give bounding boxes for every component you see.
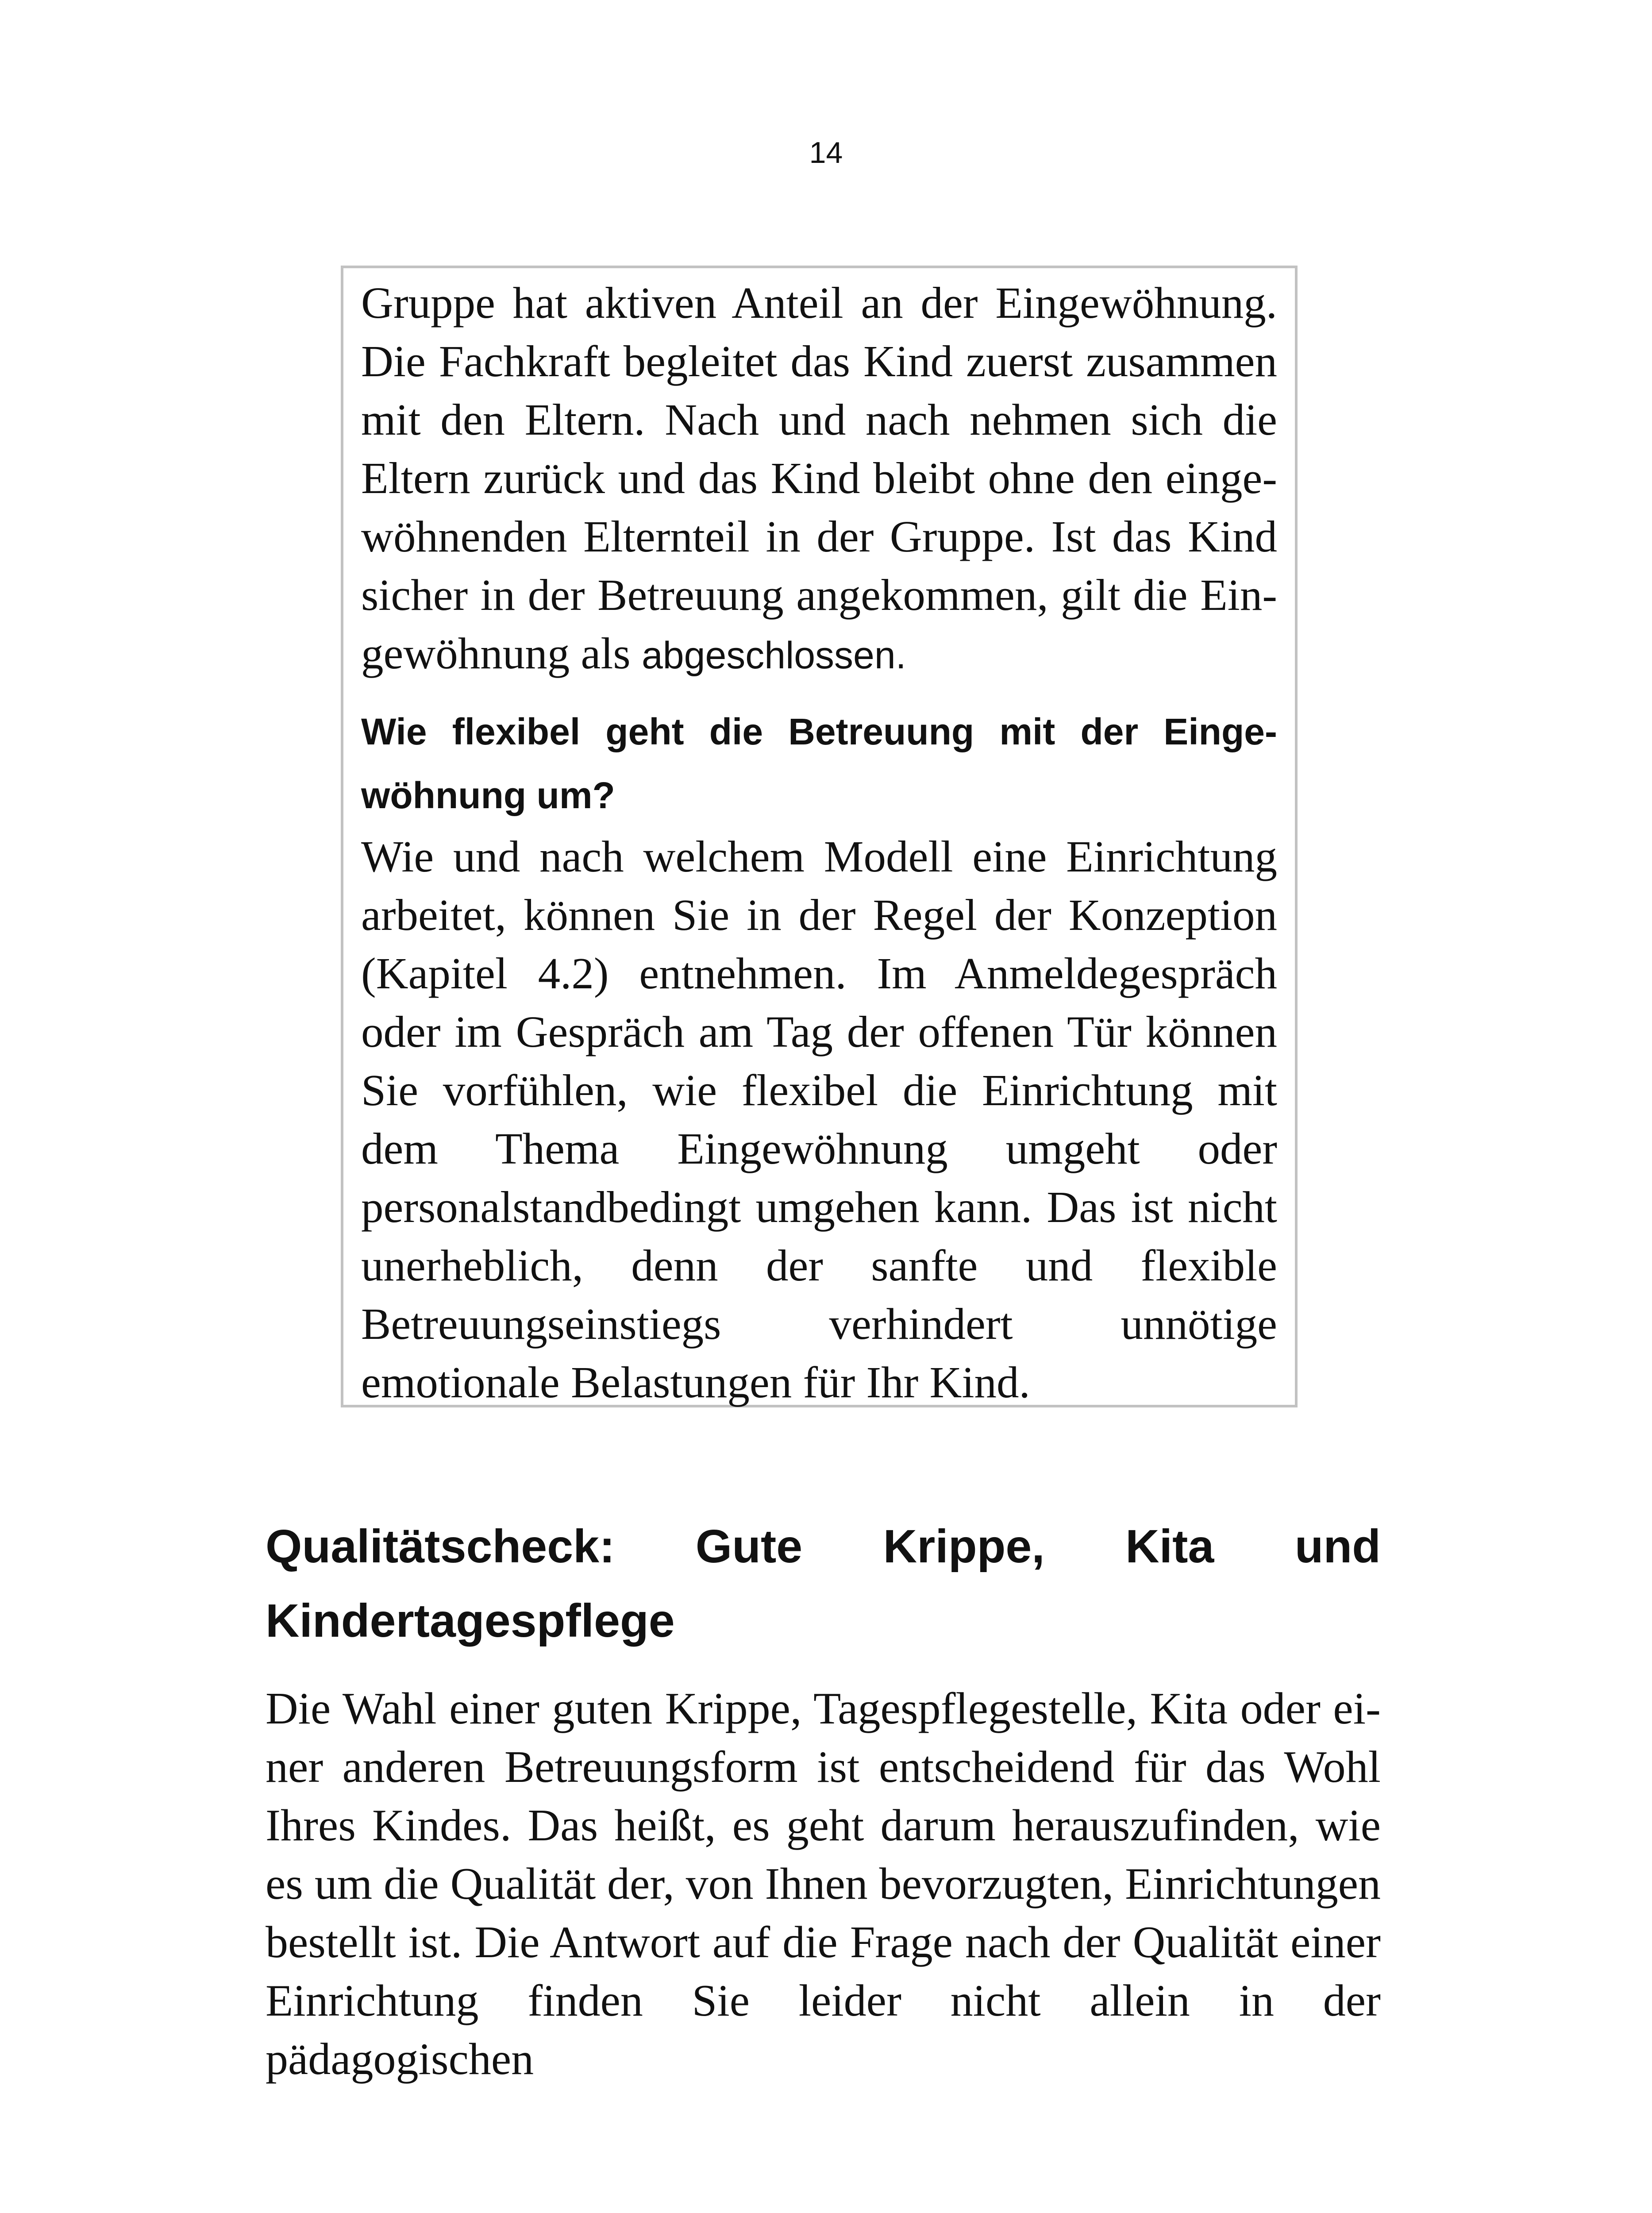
section-heading: Qualitätscheck: Gute Krippe, Kita und Kindertagespflege xyxy=(266,1520,1381,1647)
info-box-question: Wie flexibel geht die Betreuung mit der Eingewöhnung um? xyxy=(361,711,1277,816)
section-paragraph: Die Wahl einer guten Krippe, Tagespflegestelle, Kita oder einer anderen Betreuungsform ist entscheidend für das Wohl Ihres Kindes. Das heißt, es geht darum herauszufinden, wie es um die Qualität der, von Ihnen bevorzugten, Einrichtungen bestellt ist. Die Antwort auf die Frage nach der Qualität einer Einrichtung finden Sie leider nicht allein in der pädagogischen xyxy=(266,1684,1381,2084)
info-box-paragraph-1-end: abgeschlossen. xyxy=(641,634,906,677)
info-box-paragraph-1-text: Gruppe hat aktiven Anteil an der Eingewöhnung. Die Fachkraft begleitet das Kind zuerst zusammen mit den Eltern. Nach und nach nehmen sich die Eltern zurück und das Kind bleibt ohne den eingewöhnenden Elternteil in der Gruppe. Ist das Kind sicher in der Betreuung angekommen, gilt die Eingewöhnung als xyxy=(361,278,1277,678)
page-number: 14 xyxy=(809,136,843,170)
info-box xyxy=(341,266,1298,1407)
info-box-paragraph-1 xyxy=(361,274,1277,685)
info-box-paragraph-2: Wie und nach welchem Modell eine Einrichtung arbeitet, können Sie in der Regel der Konzeption (Kapitel 4.2) entnehmen. Im Anmeldegespräch oder im Gespräch am Tag der offenen Tür können Sie vorfühlen, wie flexibel die Einrichtung mit dem Thema Eingewöhnung umgeht oder personalstandbedingt umgehen kann. Das ist nicht unerheblich, denn der sanfte und flexible Betreuungseinstiegs verhindert unnötige emotionale Belastungen für Ihr Kind. xyxy=(361,832,1277,1407)
